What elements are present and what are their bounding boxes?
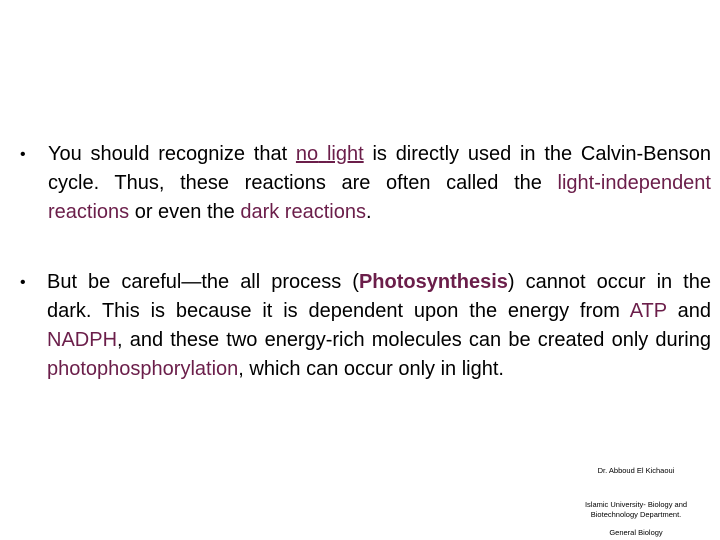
highlight-atp: ATP <box>629 300 667 322</box>
text-run: But be careful—the all process ( <box>47 271 359 293</box>
text-run-space <box>318 143 327 165</box>
highlight-photophosphorylation: photophosphorylation <box>47 358 239 380</box>
text-run: . <box>365 201 372 223</box>
text-run: and <box>666 300 711 322</box>
text-run: , and these two energy-rich molecules can be created only during <box>117 329 711 351</box>
footer-course: General Biology <box>609 528 663 537</box>
footer-department: Islamic University- Biology and Biotechnology Department. <box>584 500 688 519</box>
text-run: is directly used in the Calvin-Benson cycle. Thus, these reactions are often called the <box>48 143 711 194</box>
highlight-light: light <box>326 143 364 165</box>
highlight-light-independent: light-independent reactions <box>48 172 711 223</box>
bullet-text <box>47 268 711 384</box>
text-run: You should recognize that <box>48 143 296 165</box>
highlight-dark-reactions: dark reactions <box>240 201 366 223</box>
text-run: or even the <box>129 201 241 223</box>
bullet-dot: • <box>20 274 26 291</box>
highlight-no: no <box>295 143 319 165</box>
bullet-text <box>48 140 711 227</box>
bullet-dot: • <box>20 146 26 163</box>
highlight-nadph: NADPH <box>47 329 118 351</box>
footer-author: Dr. Abboud El Kichaoui <box>597 466 675 475</box>
highlight-photosynthesis: Photosynthesis <box>358 271 508 293</box>
text-run: , which can occur only in light. <box>238 358 504 380</box>
text-run: ) cannot occur in the dark. This is because it is dependent upon the energy from <box>47 271 711 322</box>
